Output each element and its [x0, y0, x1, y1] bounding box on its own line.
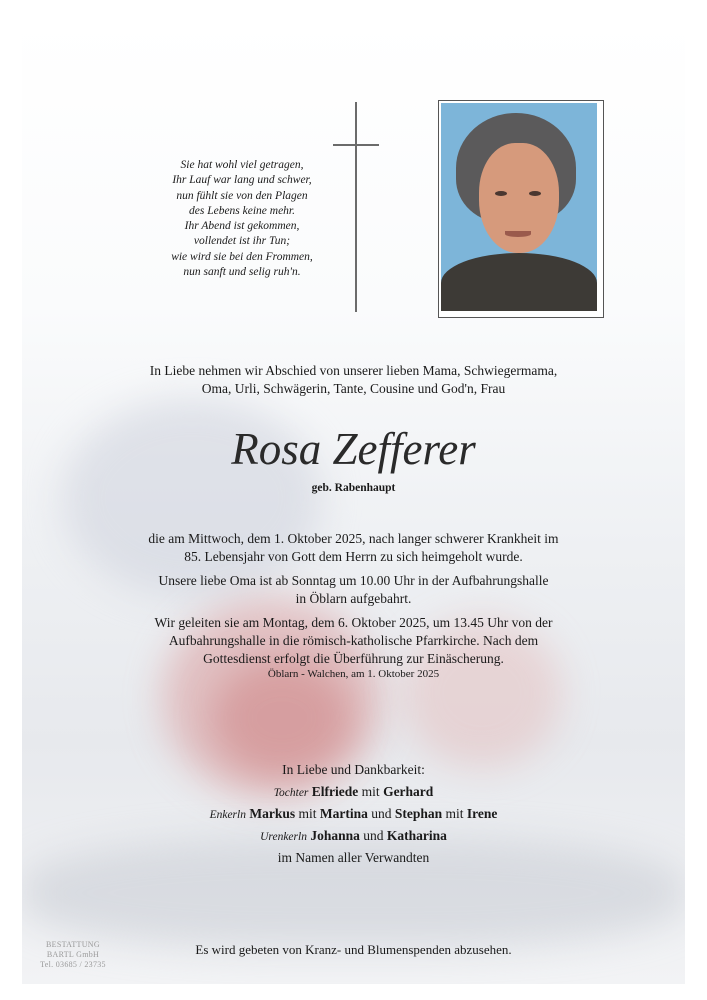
- birth-name: geb. Rabenhaupt: [311, 482, 396, 494]
- footer-note: Es wird gebeten von Kranz- und Blumenspenden abzusehen.: [195, 942, 512, 957]
- portrait-image: [441, 103, 597, 311]
- poem-line: nun sanft und selig ruh'n.: [183, 266, 301, 279]
- cross-icon: [355, 102, 357, 312]
- death-notice-paragraph: die am Mittwoch, dem 1. Oktober 2025, nach langer schwerer Krankheit im 85. Lebensjahr von Gott dem Herrn zu sich heimgeholt wurde.: [148, 531, 559, 564]
- viewing-paragraph: Unsere liebe Oma ist ab Sonntag um 10.00 Uhr in der Aufbahrungshalle in Öblarn aufgebahrt.: [158, 573, 549, 606]
- signoff-heading: In Liebe und Dankbarkeit:: [282, 762, 425, 777]
- family-daughter: Tochter Elfriede mit Gerhard: [273, 784, 434, 799]
- signoff-closing: im Namen aller Verwandten: [277, 850, 430, 865]
- poem-line: Ihr Abend ist gekommen,: [184, 220, 300, 233]
- obituary-sheet: [22, 18, 685, 984]
- poem-line: des Lebens keine mehr.: [188, 204, 296, 217]
- portrait-photo: [438, 100, 604, 318]
- family-grandchildren: Enkerln Markus mit Martina und Stephan mit Irene: [209, 806, 498, 821]
- poem-line: vollendet ist ihr Tun;: [193, 235, 291, 248]
- poem: [132, 158, 352, 280]
- poem-line: nun fühlt sie von den Plagen: [176, 189, 308, 202]
- family-great-grandchildren: Urenkerln Johanna und Katharina: [260, 828, 447, 843]
- poem-line: wie wird sie bei den Frommen,: [171, 250, 313, 263]
- funeral-home-stamp: BESTATTUNG BARTL GmbH Tel. 03685 / 23735: [40, 940, 106, 969]
- place-date: Öblarn - Walchen, am 1. Oktober 2025: [267, 668, 440, 680]
- deceased-name: Rosa Zefferer: [231, 424, 476, 474]
- funeral-paragraph: Wir geleiten sie am Montag, dem 6. Oktober 2025, um 13.45 Uhr von der Aufbahrungshalle in die römisch-katholische Pfarrkirche. Nach dem Gottesdienst erfolgt die Überführung zur Einäscherung.: [154, 615, 553, 666]
- intro-text: In Liebe nehmen wir Abschied von unserer lieben Mama, Schwiegermama, Oma, Urli, Schwägerin, Tante, Cousine und God'n, Frau: [149, 363, 558, 396]
- cross-icon-bar: [333, 144, 379, 146]
- poem-line: Ihr Lauf war lang und schwer,: [172, 174, 312, 187]
- poem-line: Sie hat wohl viel getragen,: [180, 159, 304, 171]
